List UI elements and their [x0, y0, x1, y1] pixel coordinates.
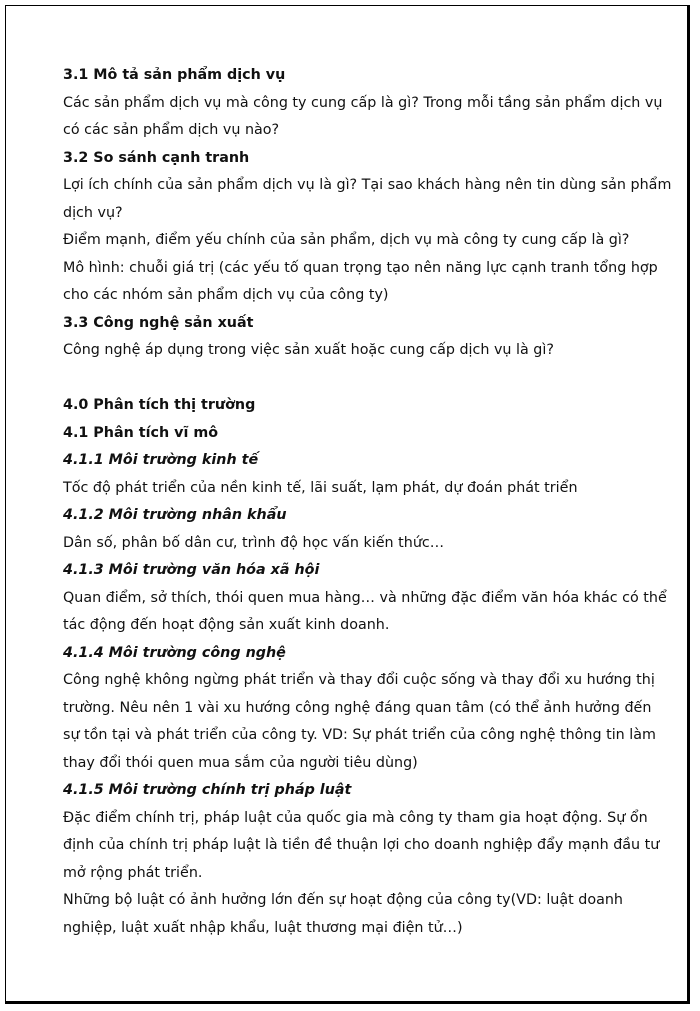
paragraph-line: có các sản phẩm dịch vụ nào?	[63, 122, 280, 138]
paragraph-line: định của chính trị pháp luật là tiền đề thuận lợi cho doanh nghiệp đẩy mạnh đầu tư	[63, 837, 660, 853]
paragraph-line: Công nghệ áp dụng trong việc sản xuất hoặc cung cấp dịch vụ là gì?	[63, 342, 554, 358]
paragraph-line: thay đổi thói quen mua sắm của người tiêu dùng)	[63, 754, 418, 771]
paragraph-line: Dân số, phân bố dân cư, trình độ học vấn kiến thức…	[63, 534, 445, 551]
paragraph-line: Điểm mạnh, điểm yếu chính của sản phẩm, dịch vụ mà công ty cung cấp là gì?	[63, 232, 630, 248]
paragraph-line: sự tồn tại và phát triển của công ty. VD: Sự phát triển của công nghệ thông tin làm	[63, 727, 656, 743]
section-heading-3-3: 3.3 Công nghệ sản xuất	[63, 314, 254, 331]
paragraph-line: dịch vụ?	[63, 204, 123, 221]
paragraph-line: Quan điểm, sở thích, thói quen mua hàng… và những đặc điểm văn hóa khác có thể	[63, 589, 667, 606]
section-heading-3-1: 3.1 Mô tả sản phẩm dịch vụ	[63, 67, 286, 83]
section-heading-4-1: 4.1 Phân tích vĩ mô	[63, 424, 219, 441]
paragraph-line: tác động đến hoạt động sản xuất kinh doanh.	[63, 617, 390, 633]
paragraph-line: nghiệp, luật xuất nhập khẩu, luật thương mại điện tử…)	[63, 919, 463, 936]
document-body	[63, 62, 672, 942]
subsection-heading-4-1-2: 4.1.2 Môi trường nhân khẩu	[63, 507, 287, 523]
paragraph-line: Tốc độ phát triển của nền kinh tế, lãi suất, lạm phát, dự đoán phát triển	[63, 479, 578, 496]
subsection-heading-4-1-4: 4.1.4 Môi trường công nghệ	[63, 644, 286, 661]
subsection-heading-4-1-3: 4.1.3 Môi trường văn hóa xã hội	[63, 562, 320, 578]
subsection-heading-4-1-1: 4.1.1 Môi trường kinh tế	[63, 452, 259, 468]
section-heading-3-2: 3.2 So sánh cạnh tranh	[63, 149, 250, 166]
paragraph-line: Đặc điểm chính trị, pháp luật của quốc gia mà công ty tham gia hoạt động. Sự ổn	[63, 809, 648, 826]
paragraph-line: trường. Nêu nên 1 vài xu hướng công nghệ đáng quan tâm (có thể ảnh hưởng đến	[63, 699, 652, 716]
paragraph-line: Các sản phẩm dịch vụ mà công ty cung cấp là gì? Trong mỗi tầng sản phẩm dịch vụ	[63, 94, 663, 111]
paragraph-line: Lợi ích chính của sản phẩm dịch vụ là gì? Tại sao khách hàng nên tin dùng sản phẩm	[63, 177, 672, 193]
paragraph-line: Những bộ luật có ảnh hưởng lớn đến sự hoạt động của công ty(VD: luật doanh	[63, 892, 623, 908]
section-heading-4-0: 4.0 Phân tích thị trường	[63, 397, 256, 413]
paragraph-line: Công nghệ không ngừng phát triển và thay đổi cuộc sống và thay đổi xu hướng thị	[63, 672, 655, 688]
blank-line	[63, 365, 663, 393]
paragraph-line: cho các nhóm sản phẩm dịch vụ của công ty)	[63, 287, 389, 303]
paragraph-line: Mô hình: chuỗi giá trị (các yếu tố quan trọng tạo nên năng lực cạnh tranh tổng hợp	[63, 259, 658, 276]
paragraph-line: mở rộng phát triển.	[63, 864, 203, 881]
subsection-heading-4-1-5: 4.1.5 Môi trường chính trị pháp luật	[63, 782, 352, 798]
